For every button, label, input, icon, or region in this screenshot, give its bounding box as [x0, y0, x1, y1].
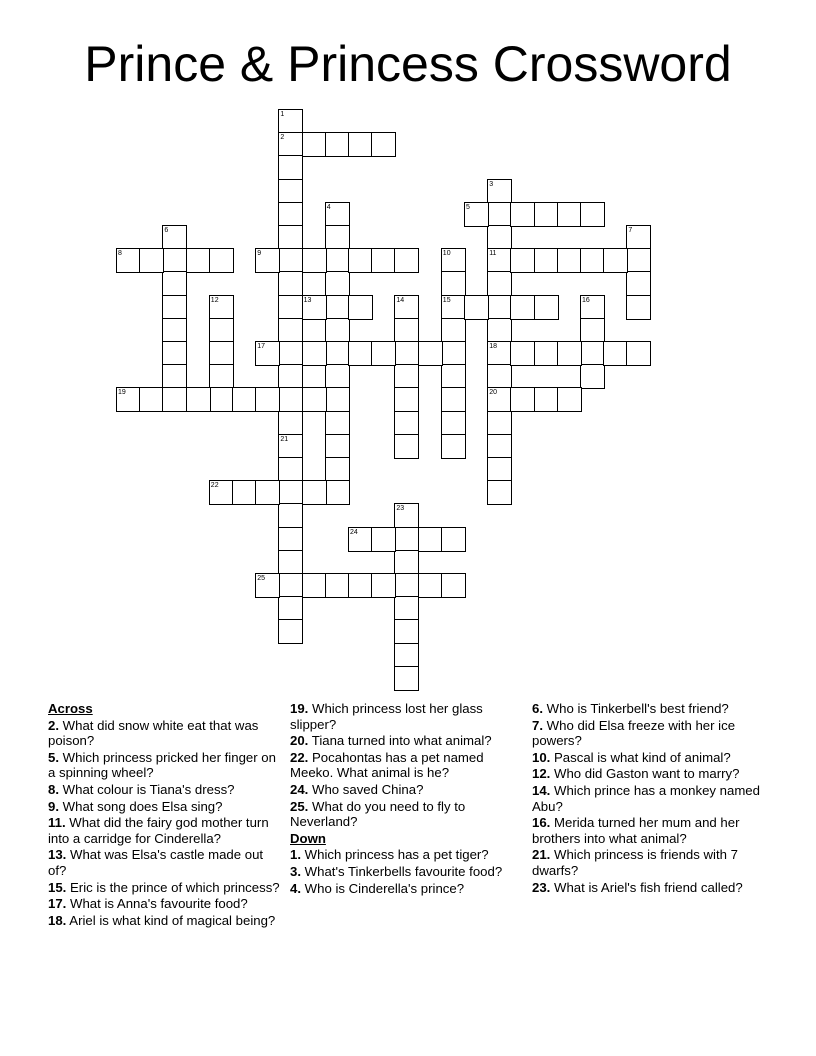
clue-text: Who did Elsa freeze with her ice powers?: [532, 717, 736, 749]
clue-number: 20.: [290, 733, 309, 749]
down-list-part-1: [290, 847, 522, 896]
clue-item: [532, 783, 764, 814]
clue-item: [290, 782, 522, 798]
grid-cell[interactable]: [139, 387, 164, 412]
clue-text: What is Anna's favourite food?: [66, 896, 248, 912]
grid-cell[interactable]: [441, 364, 466, 389]
clue-number-label: 8: [118, 250, 122, 258]
grid-cell[interactable]: [510, 295, 535, 320]
clue-number-label: 12: [210, 296, 219, 304]
clue-text: Who did Gaston want to marry?: [550, 766, 740, 782]
grid-cell[interactable]: [278, 480, 303, 505]
grid-cell[interactable]: [325, 295, 350, 320]
grid-cell[interactable]: [325, 411, 350, 436]
clue-number: 7.: [532, 717, 543, 733]
grid-cell[interactable]: [626, 271, 651, 296]
clue-text: What colour is Tiana's dress?: [59, 781, 235, 797]
grid-cell[interactable]: [162, 387, 187, 412]
grid-cell[interactable]: [580, 202, 605, 227]
grid-cell[interactable]: [394, 364, 419, 389]
clue-text: Merida turned her mum and her brothers into what animal?: [532, 815, 740, 846]
clue-number-label: 3: [489, 180, 494, 188]
grid-cell[interactable]: [209, 387, 234, 412]
grid-cell[interactable]: [394, 341, 419, 366]
grid-cell[interactable]: [394, 387, 419, 412]
clue-number: 8.: [48, 781, 59, 797]
clue-number: 16.: [532, 815, 551, 831]
grid-cell[interactable]: [278, 179, 303, 204]
grid-cell[interactable]: [325, 387, 350, 412]
grid-cell[interactable]: [534, 341, 559, 366]
grid-cell[interactable]: [394, 434, 419, 459]
grid-cell[interactable]: [510, 387, 535, 412]
grid-cell[interactable]: [487, 411, 512, 436]
grid-cell[interactable]: [325, 132, 350, 157]
clue-number: 14.: [532, 782, 551, 798]
clue-text: Pascal is what kind of animal?: [550, 749, 731, 765]
grid-cell[interactable]: [278, 364, 303, 389]
clue-text: Which princess is friends with 7 dwarfs?: [532, 847, 738, 878]
grid-cell[interactable]: [209, 248, 234, 273]
clue-number: 21.: [532, 847, 551, 863]
grid-cell[interactable]: [394, 411, 419, 436]
grid-cell[interactable]: [209, 341, 234, 366]
grid-cell[interactable]: [278, 457, 303, 482]
clue-text: Who saved China?: [308, 781, 424, 797]
grid-cell[interactable]: [348, 573, 373, 598]
grid-cell[interactable]: [278, 503, 303, 528]
grid-cell[interactable]: [348, 132, 373, 157]
clue-text: What is Ariel's fish friend called?: [550, 879, 743, 895]
clue-number: 12.: [532, 766, 551, 782]
grid-cell[interactable]: [278, 271, 303, 296]
clue-text: Which princess has a pet tiger?: [301, 847, 489, 863]
grid-cell[interactable]: [487, 225, 512, 250]
grid-cell[interactable]: [441, 411, 466, 436]
puzzle-title: Prince & Princess Crossword: [84, 36, 732, 92]
clue-text: Which princess lost her glass slipper?: [290, 701, 483, 732]
across-list-part-1: [48, 718, 280, 929]
grid-cell[interactable]: [394, 619, 419, 644]
clue-item: [48, 782, 280, 798]
grid-cell[interactable]: [626, 295, 651, 320]
grid-cell[interactable]: [418, 573, 443, 598]
clue-text: Eric is the prince of which princess?: [66, 879, 280, 895]
clue-number-label: 21: [280, 435, 289, 443]
clue-number: 5.: [48, 749, 59, 765]
clue-number: 4.: [290, 880, 301, 896]
grid-cell[interactable]: [162, 248, 187, 273]
grid-cell[interactable]: [441, 573, 466, 598]
clue-number: 19.: [290, 701, 309, 716]
grid-cell[interactable]: [580, 341, 605, 366]
clue-number: 24.: [290, 781, 309, 797]
clue-number-label: 22: [210, 482, 219, 490]
grid-cell[interactable]: [441, 434, 466, 459]
grid-cell[interactable]: [394, 550, 419, 575]
clue-number-label: 5: [466, 203, 470, 211]
grid-cell[interactable]: [325, 341, 350, 366]
clue-number-label: 20: [489, 389, 497, 397]
clue-item: [290, 881, 522, 897]
clue-item: [290, 701, 522, 732]
clue-number-label: 7: [628, 227, 633, 234]
clue-item: [290, 733, 522, 749]
clue-text: What's Tinkerbells favourite food?: [301, 863, 503, 879]
grid-cell[interactable]: [325, 364, 350, 389]
clue-number-label: 4: [326, 203, 331, 211]
grid-cell[interactable]: [487, 271, 512, 296]
grid-cell[interactable]: [510, 202, 535, 227]
clue-number: 2.: [48, 717, 59, 733]
clue-item: [532, 880, 764, 896]
clue-number-label: 23: [396, 505, 405, 513]
grid-cell[interactable]: [278, 550, 303, 575]
grid-cell[interactable]: [464, 295, 489, 320]
grid-cell[interactable]: [418, 341, 443, 366]
grid-cell[interactable]: [487, 318, 512, 343]
grid-cell[interactable]: [325, 225, 350, 250]
clue-number: 10.: [532, 749, 551, 765]
clue-item: [290, 864, 522, 880]
clue-number-label: 24: [350, 528, 358, 536]
clue-number: 6.: [532, 701, 543, 716]
clue-text: What song does Elsa sing?: [59, 798, 223, 814]
grid-cell[interactable]: [209, 318, 234, 343]
grid-cell[interactable]: [441, 318, 466, 343]
grid-cell[interactable]: [534, 295, 559, 320]
clue-item: [532, 766, 764, 782]
grid-cell[interactable]: [580, 364, 605, 389]
grid-cell[interactable]: [278, 295, 303, 320]
clue-item: [532, 847, 764, 878]
clue-number-label: 17: [257, 343, 265, 350]
grid-cell[interactable]: [278, 619, 303, 644]
grid-cell[interactable]: [232, 387, 257, 412]
grid-cell[interactable]: [626, 248, 651, 273]
grid-cell[interactable]: [278, 248, 303, 273]
grid-cell[interactable]: [487, 202, 512, 227]
grid-cell[interactable]: [394, 318, 419, 343]
grid-cell[interactable]: [325, 318, 350, 343]
grid-cell[interactable]: [162, 341, 187, 366]
grid-cell[interactable]: [255, 480, 280, 505]
grid-cell[interactable]: [557, 248, 582, 273]
clue-number-label: 9: [257, 250, 262, 258]
grid-cell[interactable]: [510, 248, 535, 273]
grid-cell[interactable]: [580, 248, 605, 273]
grid-cell[interactable]: [487, 434, 512, 459]
clue-item: [48, 815, 280, 846]
grid-cell[interactable]: [302, 480, 327, 505]
clue-text: What did the fairy god mother turn into a carridge for Cinderella?: [48, 815, 269, 846]
clue-item: [48, 896, 280, 912]
grid-cell[interactable]: [441, 387, 466, 412]
grid-cell[interactable]: [348, 248, 373, 273]
clue-item: [532, 701, 764, 717]
clue-number-label: 16: [582, 296, 590, 304]
grid-cell[interactable]: [487, 480, 512, 505]
grid-cell[interactable]: [557, 202, 582, 227]
grid-cell[interactable]: [232, 480, 257, 505]
clue-number-label: 2: [280, 134, 285, 142]
clue-number: 18.: [48, 912, 67, 928]
clue-item: [532, 750, 764, 766]
grid-cell[interactable]: [394, 527, 419, 552]
clue-number: 22.: [290, 749, 309, 765]
grid-cell[interactable]: [278, 341, 303, 366]
grid-cell[interactable]: [186, 248, 211, 273]
clue-item: [532, 815, 764, 846]
clue-item: [48, 913, 280, 929]
grid-cell[interactable]: [394, 643, 419, 668]
grid-cell[interactable]: [325, 457, 350, 482]
clue-number-label: 10: [442, 250, 451, 258]
clue-number: 23.: [532, 879, 551, 895]
grid-cell[interactable]: [302, 387, 327, 412]
grid-cell[interactable]: [487, 295, 512, 320]
grid-cell[interactable]: [371, 132, 396, 157]
clue-text: What did snow white eat that was poison?: [48, 717, 259, 749]
grid-cell[interactable]: [302, 248, 327, 273]
clue-item: [48, 718, 280, 749]
grid-cell[interactable]: [418, 527, 443, 552]
clue-text: What was Elsa's castle made out of?: [48, 847, 264, 878]
grid-cell[interactable]: [278, 387, 303, 412]
grid-cell[interactable]: [371, 248, 396, 273]
grid-cell[interactable]: [278, 527, 303, 552]
grid-cell[interactable]: [348, 341, 373, 366]
clue-item: [48, 880, 280, 896]
grid-cell[interactable]: [510, 341, 535, 366]
clue-text: Who is Tinkerbell's best friend?: [543, 701, 729, 716]
clue-item: [532, 718, 764, 749]
across-heading: Across: [48, 701, 93, 716]
grid-cell[interactable]: [209, 364, 234, 389]
clue-text: What do you need to fly to Neverland?: [290, 798, 466, 830]
clue-number: 13.: [48, 847, 67, 863]
grid-cell[interactable]: [394, 248, 419, 273]
clue-text: Which prince has a monkey named Abu?: [532, 782, 760, 814]
across-list-part-2: [290, 701, 522, 830]
grid-cell[interactable]: [278, 225, 303, 250]
grid-cell[interactable]: [186, 387, 211, 412]
clue-number-label: 13: [303, 296, 312, 304]
clue-number: 1.: [290, 847, 301, 863]
grid-cell[interactable]: [278, 573, 303, 598]
clue-number-label: 1: [280, 111, 285, 118]
clue-text: Which princess pricked her finger on a spinning wheel?: [48, 749, 276, 781]
clue-column-3: [532, 701, 764, 896]
grid-cell[interactable]: [441, 271, 466, 296]
clue-number: 17.: [48, 896, 67, 912]
clue-number-label: 15: [442, 296, 451, 304]
grid-cell[interactable]: [162, 364, 187, 389]
grid-cell[interactable]: [557, 387, 582, 412]
grid-cell[interactable]: [580, 318, 605, 343]
clue-text: Ariel is what kind of magical being?: [66, 912, 276, 928]
clue-number-label: 25: [257, 575, 265, 582]
grid-cell[interactable]: [325, 480, 350, 505]
clue-number: 9.: [48, 798, 59, 814]
grid-cell[interactable]: [302, 132, 327, 157]
grid-cell[interactable]: [487, 457, 512, 482]
grid-cell[interactable]: [162, 318, 187, 343]
clue-text: Tiana turned into what animal?: [308, 733, 492, 749]
grid-cell[interactable]: [325, 271, 350, 296]
grid-cell[interactable]: [278, 202, 303, 227]
grid-cell[interactable]: [255, 387, 280, 412]
grid-cell[interactable]: [278, 596, 303, 621]
grid-cell[interactable]: [487, 364, 512, 389]
grid-cell[interactable]: [162, 295, 187, 320]
clue-number-label: 11: [489, 250, 497, 258]
clue-text: Pocahontas has a pet named Meeko. What animal is he?: [290, 749, 484, 781]
grid-cell[interactable]: [557, 341, 582, 366]
grid-cell[interactable]: [371, 341, 396, 366]
clue-number: 3.: [290, 863, 301, 879]
clue-item: [290, 750, 522, 781]
clue-item: [48, 799, 280, 815]
down-list-part-2: [532, 701, 764, 895]
grid-cell[interactable]: [162, 271, 187, 296]
grid-cell[interactable]: [534, 248, 559, 273]
clue-number-label: 6: [164, 227, 169, 234]
grid-cell[interactable]: [371, 573, 396, 598]
clue-column-2: [290, 701, 522, 897]
grid-cell[interactable]: [394, 666, 419, 691]
grid-cell[interactable]: [534, 387, 559, 412]
grid-cell[interactable]: [534, 202, 559, 227]
grid-cell[interactable]: [394, 573, 419, 598]
grid-cell[interactable]: [603, 341, 628, 366]
grid-cell[interactable]: [371, 527, 396, 552]
clue-number-label: 18: [489, 343, 497, 350]
clue-number: 15.: [48, 879, 67, 895]
grid-cell[interactable]: [302, 573, 327, 598]
clue-column-1: [48, 701, 280, 929]
grid-cell[interactable]: [278, 155, 303, 180]
grid-cell[interactable]: [394, 596, 419, 621]
grid-cell[interactable]: [441, 527, 466, 552]
grid-cell[interactable]: [139, 248, 164, 273]
clue-number: 11.: [48, 815, 66, 831]
grid-cell[interactable]: [603, 248, 628, 273]
clue-number-label: 19: [118, 389, 126, 397]
grid-cell[interactable]: [325, 434, 350, 459]
grid-cell[interactable]: [278, 318, 303, 343]
clue-item: [48, 847, 280, 878]
clue-item: [48, 750, 280, 781]
grid-cell[interactable]: [302, 341, 327, 366]
clue-text: Who is Cinderella's prince?: [301, 880, 465, 896]
clue-number-label: 14: [396, 296, 405, 304]
down-heading: Down: [290, 830, 326, 846]
clue-item: [290, 799, 522, 830]
grid-cell[interactable]: [325, 248, 350, 273]
grid-cell[interactable]: [325, 573, 350, 598]
clue-item: [290, 847, 522, 863]
grid-cell[interactable]: [441, 341, 466, 366]
grid-cell[interactable]: [626, 341, 651, 366]
clue-number: 25.: [290, 798, 309, 814]
grid-cell[interactable]: [278, 411, 303, 436]
grid-cell[interactable]: [348, 295, 373, 320]
